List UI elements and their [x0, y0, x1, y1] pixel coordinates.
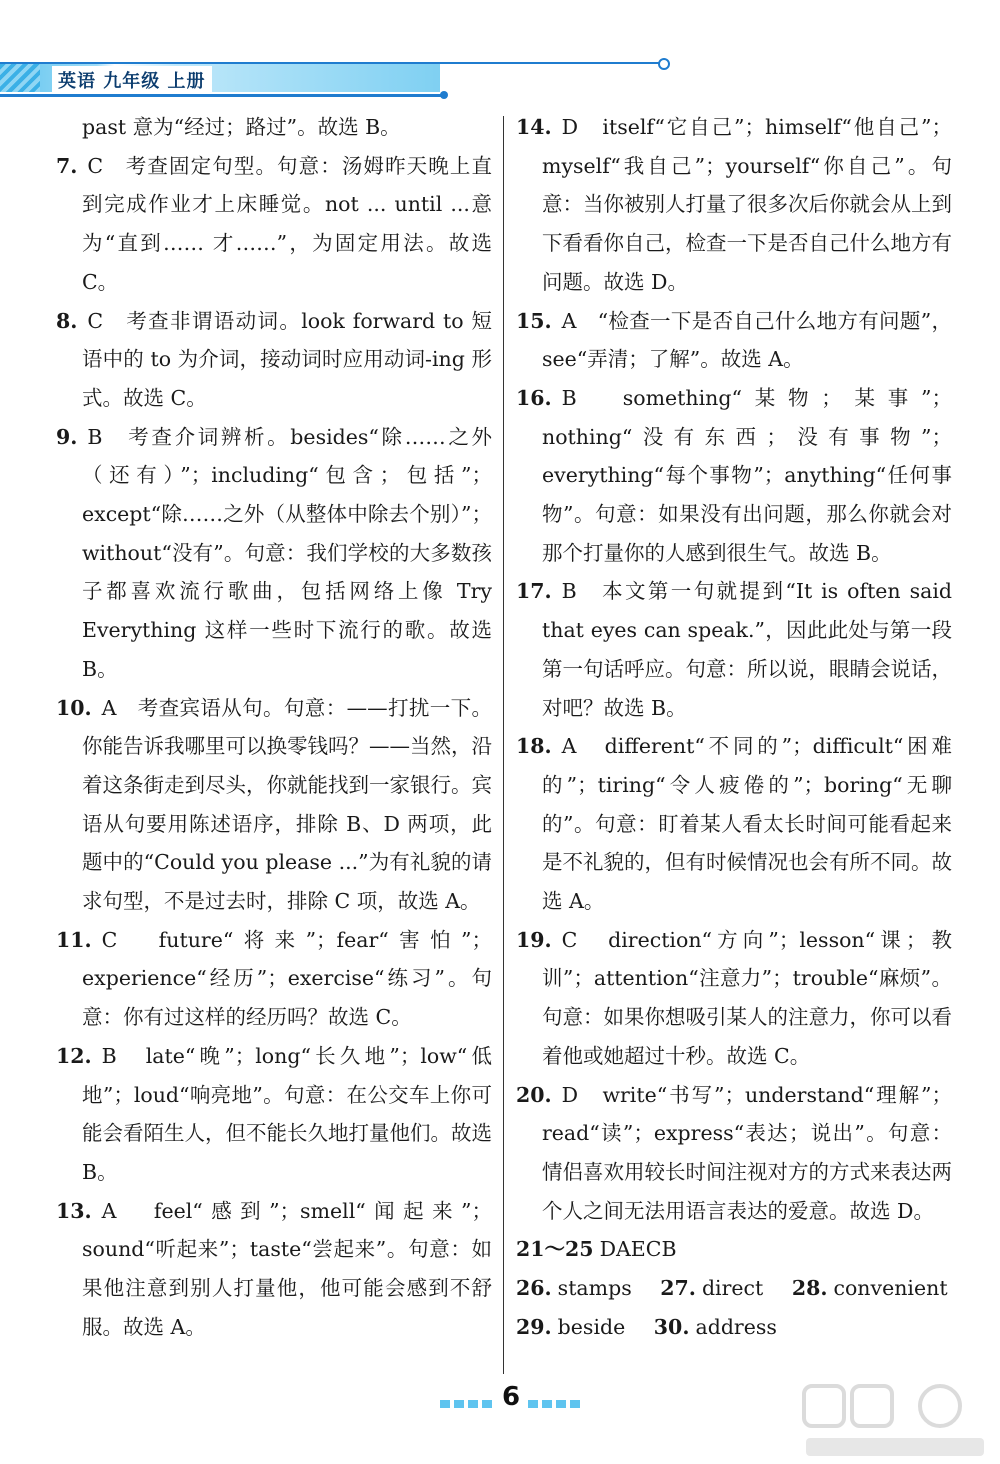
- header-underline: [0, 94, 444, 97]
- answer-item: [516, 921, 952, 1076]
- word-answers-row: [516, 1308, 952, 1347]
- answer-item: [56, 147, 492, 302]
- word-answer: direct: [701, 1276, 764, 1301]
- answer-text: B late“晚”；long“长久地”；low“低地”；loud“响亮地”。句意：在公交车上你可能会看陌生人，但不能长久地打量他们。故选 B。: [82, 1043, 492, 1184]
- footer-left-ornament: [440, 1400, 492, 1408]
- word-answers-row: [516, 1269, 952, 1308]
- item-number: 28.: [791, 1276, 828, 1301]
- item-number: 10.: [56, 695, 92, 720]
- left-column: [56, 108, 492, 1347]
- page-footer: [420, 1382, 620, 1422]
- answer-text: past 意为“经过；路过”。故选 B。: [82, 115, 401, 139]
- answer-item: [56, 1192, 492, 1347]
- continued-text: [56, 108, 492, 147]
- column-divider: [503, 116, 504, 1374]
- answer-item: [56, 302, 492, 418]
- item-number: 12.: [56, 1043, 92, 1068]
- item-number: 19.: [516, 927, 552, 952]
- page-number: 6: [501, 1382, 521, 1412]
- answer-item: [56, 1037, 492, 1192]
- answer-item: [516, 108, 952, 302]
- header-stripe-ornament: [0, 64, 40, 92]
- item-number: 30.: [653, 1314, 690, 1339]
- answer-text: C future“将来”；fear“害怕”；experience“经历”；exercise“练习”。句意：你有过这样的经历吗？故选 C。: [82, 927, 492, 1030]
- answer-item: [56, 418, 492, 689]
- right-column: [516, 108, 952, 1347]
- item-number: 26.: [516, 1276, 552, 1301]
- item-number: 17.: [516, 579, 552, 604]
- range-number: 21～25: [516, 1237, 594, 1262]
- answer-range-line: [516, 1230, 952, 1269]
- item-number: 16.: [516, 385, 552, 410]
- item-number: 8.: [56, 308, 78, 333]
- header-ring-ornament: [658, 58, 670, 70]
- answer-text: B 本文第一句就提到“It is often said that eyes can speak.”，因此此处与第一段第一句话呼应。句意：所以说，眼睛会说话，对吧？故选 B。: [542, 579, 952, 720]
- watermark-logo: [800, 1380, 990, 1464]
- answer-item: [56, 689, 492, 921]
- answer-text: A 考查宾语从句。句意：——打扰一下。你能告诉我哪里可以换零钱吗？——当然，沿着这条街走到尽头，你就能找到一家银行。宾语从句要用陈述语序，排除 B、D 两项，此题中的“Could you please ...”为有礼貌的请求句型，不是过去时，排除 C 项，故选 A。: [82, 695, 492, 914]
- answer-text: B 考查介词辨析。besides“除……之外（还有）”；including“包含；包括”；except“除……之外（从整体中除去个别）”；without“没有”。句意：我们学校的大多数孩子都喜欢流行歌曲，包括网络上像 Try Everything 这样一些时下流行的歌。故选 B。: [82, 424, 492, 681]
- answer-item: [516, 1076, 952, 1231]
- answer-text: B something“某物；某事”；nothing“没有东西；没有事物”；everything“每个事物”；anything“任何事物”。句意：如果没有出问题，那么你就会对那个打量你的人感到很生气。故选 B。: [542, 385, 952, 565]
- header-dot-ornament: [440, 91, 448, 99]
- book-title: 英语 九年级 上册: [52, 66, 212, 94]
- word-answer: convenient: [833, 1276, 948, 1301]
- answer-item: [56, 921, 492, 1037]
- item-number: 14.: [516, 115, 552, 139]
- item-number: 7.: [56, 153, 78, 178]
- answer-text: D itself“它自己”；himself“他自己”；myself“我自己”；yourself“你自己”。句意：当你被别人打量了很多次后你就会从上到下看看你自己，检查一下是否自己什么地方有问题。故选 D。: [542, 115, 952, 294]
- answer-text: A different“不同的”；difficult“困难的”；tiring“令人疲倦的”；boring“无聊的”。句意：盯着某人看太长时间可能看起来是不礼貌的，但有时候情况也会有所不同。故选 A。: [542, 734, 952, 914]
- item-number: 11.: [56, 927, 92, 952]
- word-answer: address: [695, 1314, 777, 1339]
- answer-text: C 考查固定句型。句意：汤姆昨天晚上直到完成作业才上床睡觉。not ... until ...意为“直到…… 才……”，为固定用法。故选 C。: [82, 153, 492, 294]
- word-answer: stamps: [557, 1276, 632, 1301]
- word-answer: beside: [557, 1314, 626, 1339]
- item-number: 18.: [516, 734, 552, 759]
- answer-item: [516, 302, 952, 379]
- answer-text: C 考查非谓语动词。look forward to 短语中的 to 为介词，接动词时应用动词-ing 形式。故选 C。: [82, 308, 492, 410]
- item-number: 15.: [516, 308, 552, 333]
- range-answers: DAECB: [599, 1237, 677, 1262]
- item-number: 13.: [56, 1198, 92, 1223]
- answer-item: [516, 727, 952, 921]
- page-header: [0, 58, 680, 102]
- answer-text: A feel“感到”；smell“闻起来”；sound“听起来”；taste“尝起来”。句意：如果他注意到别人打量他，他可能会感到不舒服。故选 A。: [82, 1198, 492, 1339]
- footer-right-ornament: [528, 1400, 580, 1408]
- item-number: 9.: [56, 424, 78, 449]
- answer-text: D write“书写”；understand“理解”；read“读”；express“表达；说出”。句意：情侣喜欢用较长时间注视对方的方式来表达两个人之间无法用语言表达的爱意。故选 D。: [542, 1082, 952, 1223]
- item-number: 29.: [516, 1314, 552, 1339]
- answer-item: [516, 379, 952, 573]
- answer-item: [516, 572, 952, 727]
- answer-text: A “检查一下是否自己什么地方有问题”，see“弄清；了解”。故选 A。: [542, 308, 952, 372]
- answer-text: C direction“方向”；lesson“课；教训”；attention“注意力”；trouble“麻烦”。句意：如果你想吸引某人的注意力，你可以看着他或她超过十秒。故选 C。: [542, 927, 952, 1068]
- item-number: 20.: [516, 1082, 552, 1107]
- item-number: 27.: [660, 1276, 696, 1301]
